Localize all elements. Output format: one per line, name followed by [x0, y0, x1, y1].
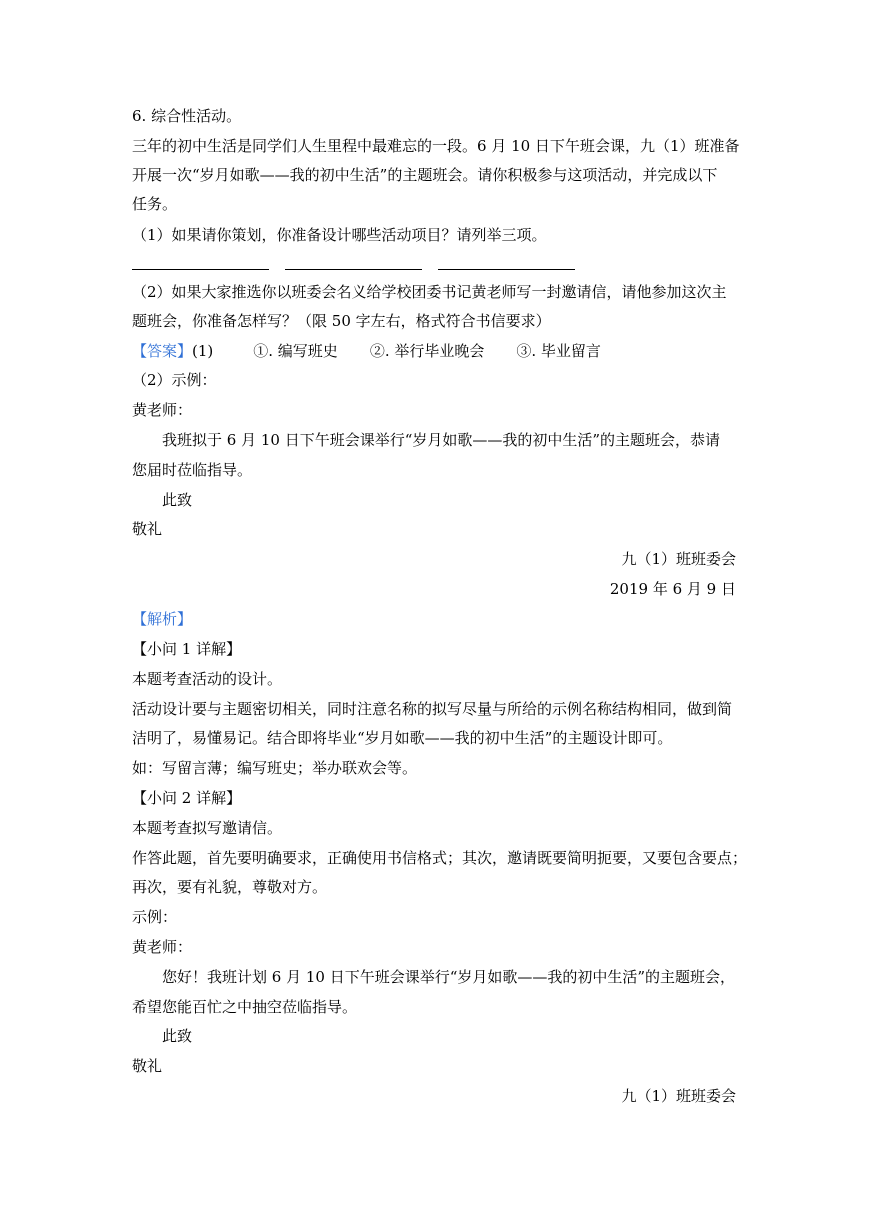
analysis-sub-1-line-1: 本题考查活动的设计。 — [132, 670, 283, 688]
analysis-letter-body-line-1: 您好！我班计划 6 月 10 日下午班会课举行“岁月如歌——我的初中生活”的主题班会， — [162, 968, 736, 986]
answer-letter-date: 2019 年 6 月 9 日 — [609, 580, 736, 598]
answer-letter-closing-1: 此致 — [162, 491, 193, 509]
analysis-letter-closing-1: 此致 — [162, 1027, 193, 1045]
analysis-sub-2-line-1: 本题考查拟写邀请信。 — [132, 819, 283, 837]
analysis-sub-2-title: 【小问 2 详解】 — [132, 789, 242, 807]
question-part-2-line-2: 题班会，你准备怎样写？（限 50 字左右，格式符合书信要求） — [132, 312, 551, 330]
answer-letter-closing-2: 敬礼 — [132, 520, 163, 538]
answer-line — [132, 341, 601, 361]
analysis-sub-1-line-3: 洁明了，易懂易记。结合即将毕业“岁月如歌——我的初中生活”的主题设计即可。 — [132, 729, 673, 747]
answer-letter-salutation: 黄老师： — [132, 401, 193, 419]
analysis-sub-2-line-2: 作答此题，首先要明确要求，正确使用书信格式；其次，邀请既要简明扼要，又要包含要点； — [132, 849, 748, 867]
answer-letter-body-line-1: 我班拟于 6 月 10 日下午班会课举行“岁月如歌——我的初中生活”的主题班会，恭请 — [162, 431, 721, 449]
question-title: 6. 综合性活动。 — [132, 107, 242, 125]
analysis-example-label: 示例： — [132, 908, 178, 926]
answer-part-2-label: （2）示例： — [132, 371, 217, 389]
analysis-letter-closing-2: 敬礼 — [132, 1057, 163, 1075]
analysis-label: 【解析】 — [132, 610, 193, 628]
question-part-2-line-1: （2）如果大家推选你以班委会名义给学校团委书记黄老师写一封邀请信，请他参加这次主 — [132, 283, 727, 301]
analysis-sub-1-line-4: 如：写留言薄；编写班史；举办联欢会等。 — [132, 759, 418, 777]
answer-label: 【答案】 — [132, 342, 193, 360]
analysis-letter-body-line-2: 希望您能百忙之中抽空莅临指导。 — [132, 998, 358, 1016]
question-intro-line-3: 任务。 — [132, 195, 178, 213]
analysis-sub-1-title: 【小问 1 详解】 — [132, 640, 242, 658]
answer-letter-signature: 九（1）班班委会 — [621, 550, 736, 568]
answer-item-2: ②. 举行毕业晚会 — [369, 342, 485, 360]
analysis-sub-2-line-3: 再次，要有礼貌，尊敬对方。 — [132, 878, 328, 896]
answer-blank-2 — [285, 269, 422, 270]
answer-letter-body-line-2: 您届时莅临指导。 — [132, 461, 253, 479]
answer-part-1-prefix: (1) — [192, 342, 214, 360]
analysis-letter-salutation: 黄老师： — [132, 938, 193, 956]
analysis-sub-1-line-2: 活动设计要与主题密切相关，同时注意名称的拟写尽量与所给的示例名称结构相同，做到简 — [132, 700, 733, 718]
question-intro-line-1: 三年的初中生活是同学们人生里程中最难忘的一段。6 月 10 日下午班会课，九（1）班准备 — [132, 137, 740, 155]
answer-blank-3 — [438, 269, 575, 270]
answer-item-1: ①. 编写班史 — [253, 342, 338, 360]
answer-item-3: ③. 毕业留言 — [516, 342, 601, 360]
answer-blank-1 — [132, 269, 269, 270]
analysis-letter-signature: 九（1）班班委会 — [621, 1087, 736, 1105]
question-part-1: （1）如果请你策划，你准备设计哪些活动项目？请列举三项。 — [132, 226, 547, 244]
question-intro-line-2: 开展一次“岁月如歌——我的初中生活”的主题班会。请你积极参与这项活动，并完成以下 — [132, 166, 718, 184]
